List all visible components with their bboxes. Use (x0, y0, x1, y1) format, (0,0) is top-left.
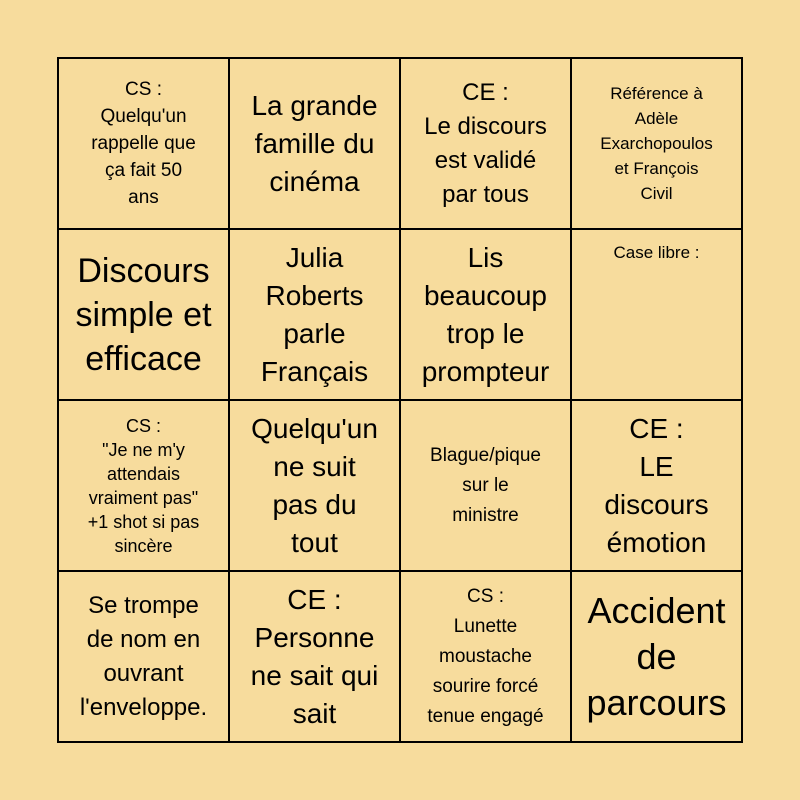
cell-text: Julia Roberts parle Français (260, 241, 369, 387)
cell-text: Référence à Adèle Exarchopoulos et François Civil (600, 84, 713, 203)
bingo-cell[interactable] (58, 58, 229, 229)
bingo-cell[interactable] (229, 571, 400, 742)
cell-text: Blague/pique sur le ministre (430, 444, 541, 526)
cell-text: Accident de parcours (586, 589, 727, 723)
cell-text: Case libre : (613, 243, 700, 262)
cell-text: Lis beaucoup trop le prompteur (421, 241, 550, 387)
cell-text: CS : "Je ne m'y attendais vraiment pas" +1 shot si pas sincère (87, 415, 200, 556)
bingo-cell[interactable] (58, 400, 229, 571)
bingo-board (57, 57, 743, 743)
bingo-cell[interactable] (571, 58, 742, 229)
bingo-cell[interactable] (58, 571, 229, 742)
bingo-cell[interactable] (229, 400, 400, 571)
bingo-cell[interactable] (229, 58, 400, 229)
bingo-cell[interactable] (400, 229, 571, 400)
cell-text: Quelqu'un ne suit pas du tout (251, 412, 378, 558)
cell-text: CE : LE discours émotion (604, 412, 709, 558)
cell-text: CE : Personne ne sait qui sait (250, 583, 379, 729)
bingo-cell[interactable] (400, 400, 571, 571)
cell-text: CS : Quelqu'un rappelle que ça fait 50 ans (91, 79, 196, 208)
bingo-cell[interactable] (400, 571, 571, 742)
cell-text: Se trompe de nom en ouvrant l'enveloppe. (79, 591, 208, 721)
cell-text: La grande famille du cinéma (251, 89, 378, 197)
bingo-cell[interactable] (400, 58, 571, 229)
bingo-cell-free[interactable] (571, 229, 742, 400)
cell-text: CS : Lunette moustache sourire forcé tenue engagé (427, 585, 544, 727)
bingo-cell[interactable] (571, 400, 742, 571)
cell-text: Discours simple et efficace (75, 251, 212, 378)
bingo-cell[interactable] (229, 229, 400, 400)
cell-text: CE : Le discours est validé par tous (424, 78, 547, 208)
bingo-cell[interactable] (571, 571, 742, 742)
bingo-cell[interactable] (58, 229, 229, 400)
